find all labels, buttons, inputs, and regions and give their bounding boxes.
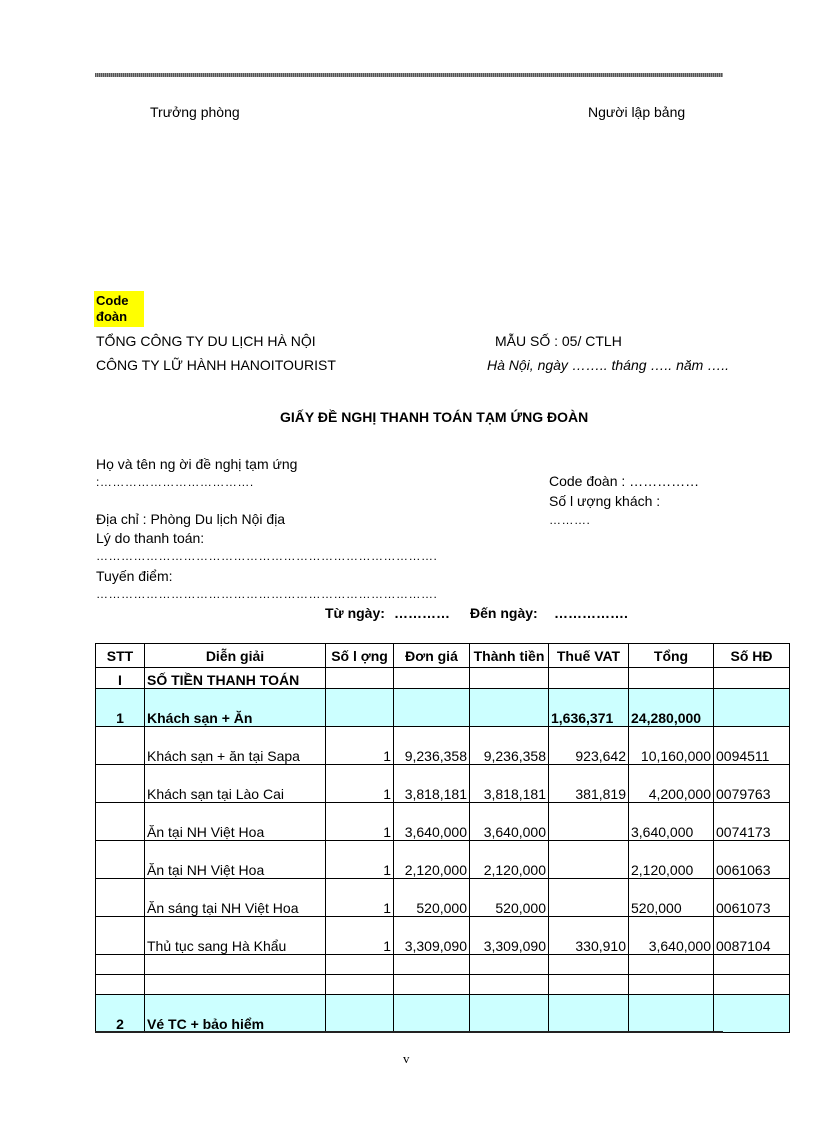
cell-stt <box>96 917 145 955</box>
top-rule <box>95 73 723 77</box>
cell-description: Khách sạn + ăn tại Sapa <box>145 727 326 765</box>
code-label-line1: Code <box>96 293 129 308</box>
cell-quantity <box>326 975 394 995</box>
cell-quantity: 1 <box>326 917 394 955</box>
cell-vat <box>549 975 629 995</box>
cell-invoice-no: 0094511 <box>714 727 790 765</box>
table-row-group <box>96 995 790 1033</box>
cell-quantity <box>326 995 394 1033</box>
cell-unit-price <box>394 995 470 1033</box>
cell-vat <box>549 879 629 917</box>
payment-table <box>95 643 790 1033</box>
cell-invoice-no <box>714 975 790 995</box>
cell-amount <box>470 668 549 689</box>
code-label-line2: đoàn <box>96 309 128 324</box>
cell-stt <box>96 841 145 879</box>
cell-total: 24,280,000 <box>629 689 714 727</box>
cell-description: Khách sạn + Ăn <box>145 689 326 727</box>
cell-invoice-no: 0079763 <box>714 765 790 803</box>
cell-invoice-no: 0061073 <box>714 879 790 917</box>
cell-vat <box>549 955 629 975</box>
reason-dots: ………………………………………………………………………. <box>96 549 438 563</box>
cell-stt <box>96 955 145 975</box>
cell-quantity <box>326 689 394 727</box>
cell-unit-price <box>394 668 470 689</box>
cell-invoice-no: 0074173 <box>714 803 790 841</box>
cell-total: 4,200,000 <box>629 765 714 803</box>
cell-description <box>145 955 326 975</box>
cell-description: Thủ tục sang Hà Khẩu <box>145 917 326 955</box>
cell-invoice-no <box>714 955 790 975</box>
form-number: MẪU SỐ : 05/ CTLH <box>495 333 622 349</box>
cell-total <box>629 975 714 995</box>
table-header-row <box>96 644 790 668</box>
cell-unit-price: 2,120,000 <box>394 841 470 879</box>
cell-quantity: 1 <box>326 841 394 879</box>
cell-total: 2,120,000 <box>629 841 714 879</box>
address-field: Địa chỉ : Phòng Du lịch Nội địa <box>96 511 286 527</box>
cell-invoice-no <box>714 689 790 727</box>
cell-stt: I <box>96 668 145 689</box>
cell-unit-price: 3,309,090 <box>394 917 470 955</box>
cell-amount: 3,818,181 <box>470 765 549 803</box>
cell-vat: 330,910 <box>549 917 629 955</box>
guest-count-dots: ………. <box>549 513 591 527</box>
cell-vat <box>549 841 629 879</box>
cell-stt <box>96 975 145 995</box>
from-date-label: Từ ngày: <box>325 605 385 621</box>
cell-quantity: 1 <box>326 879 394 917</box>
col-header-amount: Thành tiền <box>470 644 549 668</box>
table-row-section <box>96 668 790 689</box>
col-header-quantity: Số l ợng <box>326 644 394 668</box>
col-header-vat: Thuế VAT <box>549 644 629 668</box>
cell-amount: 9,236,358 <box>470 727 549 765</box>
cell-unit-price: 3,640,000 <box>394 803 470 841</box>
table-row <box>96 841 790 879</box>
cell-total <box>629 668 714 689</box>
cell-amount: 2,120,000 <box>470 841 549 879</box>
cell-stt <box>96 765 145 803</box>
date-line: Hà Nội, ngày …….. tháng ….. năm ….. <box>487 357 729 373</box>
cell-description: Ăn tại NH Việt Hoa <box>145 841 326 879</box>
cell-stt <box>96 727 145 765</box>
table-row-group <box>96 689 790 727</box>
cell-quantity: 1 <box>326 727 394 765</box>
cell-description <box>145 975 326 995</box>
cell-quantity <box>326 668 394 689</box>
cell-unit-price: 9,236,358 <box>394 727 470 765</box>
table-row <box>96 917 790 955</box>
cell-description: Ăn tại NH Việt Hoa <box>145 803 326 841</box>
page-marker: v <box>403 1051 410 1066</box>
table-row-blank <box>96 955 790 975</box>
col-header-description: Diễn giải <box>145 644 326 668</box>
cell-stt: 2 <box>96 995 145 1033</box>
cell-vat: 381,819 <box>549 765 629 803</box>
cell-quantity: 1 <box>326 803 394 841</box>
company-parent: TỔNG CÔNG TY DU LỊCH HÀ NỘI <box>96 333 316 349</box>
route-label: Tuyến điểm: <box>96 568 173 584</box>
cell-total <box>629 995 714 1033</box>
cell-amount <box>470 955 549 975</box>
cell-description: Ăn sáng tại NH Việt Hoa <box>145 879 326 917</box>
cell-amount <box>470 975 549 995</box>
company-name: CÔNG TY LỮ HÀNH HANOITOURIST <box>96 357 336 373</box>
table-row-blank <box>96 975 790 995</box>
cell-description: SỐ TIỀN THANH TOÁN <box>145 668 326 689</box>
reason-label: Lý do thanh toán: <box>96 530 205 546</box>
cell-description: Vé TC + bảo hiểm <box>145 995 326 1033</box>
cell-invoice-no: 0061063 <box>714 841 790 879</box>
cell-vat <box>549 803 629 841</box>
cell-invoice-no <box>714 995 790 1033</box>
cell-vat <box>549 995 629 1033</box>
bottom-rule <box>95 1031 723 1033</box>
cell-amount: 3,309,090 <box>470 917 549 955</box>
cell-description: Khách sạn tại Lào Cai <box>145 765 326 803</box>
col-header-total: Tổng <box>629 644 714 668</box>
cell-vat: 1,636,371 <box>549 689 629 727</box>
cell-total: 3,640,000 <box>629 803 714 841</box>
name-label: Họ và tên ng ời đề nghị tạm ứng <box>96 456 298 472</box>
cell-amount <box>470 689 549 727</box>
cell-vat <box>549 668 629 689</box>
cell-quantity: 1 <box>326 765 394 803</box>
to-date-dots: ……………. <box>554 605 628 621</box>
name-dots: :………………………………. <box>96 475 254 489</box>
from-date-dots: ………… <box>394 605 450 621</box>
code-doan-highlight <box>94 291 144 327</box>
cell-unit-price: 3,818,181 <box>394 765 470 803</box>
route-dots: ………………………………………………………………………. <box>96 587 438 601</box>
cell-amount: 520,000 <box>470 879 549 917</box>
table-row <box>96 765 790 803</box>
cell-vat: 923,642 <box>549 727 629 765</box>
to-date-label: Đến ngày: <box>470 605 538 621</box>
cell-invoice-no <box>714 668 790 689</box>
cell-stt <box>96 879 145 917</box>
table-row <box>96 727 790 765</box>
code-doan-field: Code đoàn : …………… <box>549 473 700 489</box>
cell-stt: 1 <box>96 689 145 727</box>
cell-total: 10,160,000 <box>629 727 714 765</box>
col-header-invoice-no: Số HĐ <box>714 644 790 668</box>
cell-invoice-no: 0087104 <box>714 917 790 955</box>
col-header-unit-price: Đơn giá <box>394 644 470 668</box>
cell-amount <box>470 995 549 1033</box>
table-row <box>96 879 790 917</box>
table-row <box>96 803 790 841</box>
signature-right-label: Người lập bảng <box>588 104 686 120</box>
cell-unit-price <box>394 975 470 995</box>
cell-total <box>629 955 714 975</box>
signature-left-label: Trưởng phòng <box>150 104 240 120</box>
guest-count-label: Số l ượng khách : <box>549 493 661 509</box>
cell-amount: 3,640,000 <box>470 803 549 841</box>
col-header-stt: STT <box>96 644 145 668</box>
cell-stt <box>96 803 145 841</box>
cell-quantity <box>326 955 394 975</box>
cell-total: 520,000 <box>629 879 714 917</box>
cell-total: 3,640,000 <box>629 917 714 955</box>
cell-unit-price <box>394 689 470 727</box>
cell-unit-price: 520,000 <box>394 879 470 917</box>
document-title: GIẤY ĐỀ NGHỊ THANH TOÁN TẠM ỨNG ĐOÀN <box>280 409 589 425</box>
cell-unit-price <box>394 955 470 975</box>
